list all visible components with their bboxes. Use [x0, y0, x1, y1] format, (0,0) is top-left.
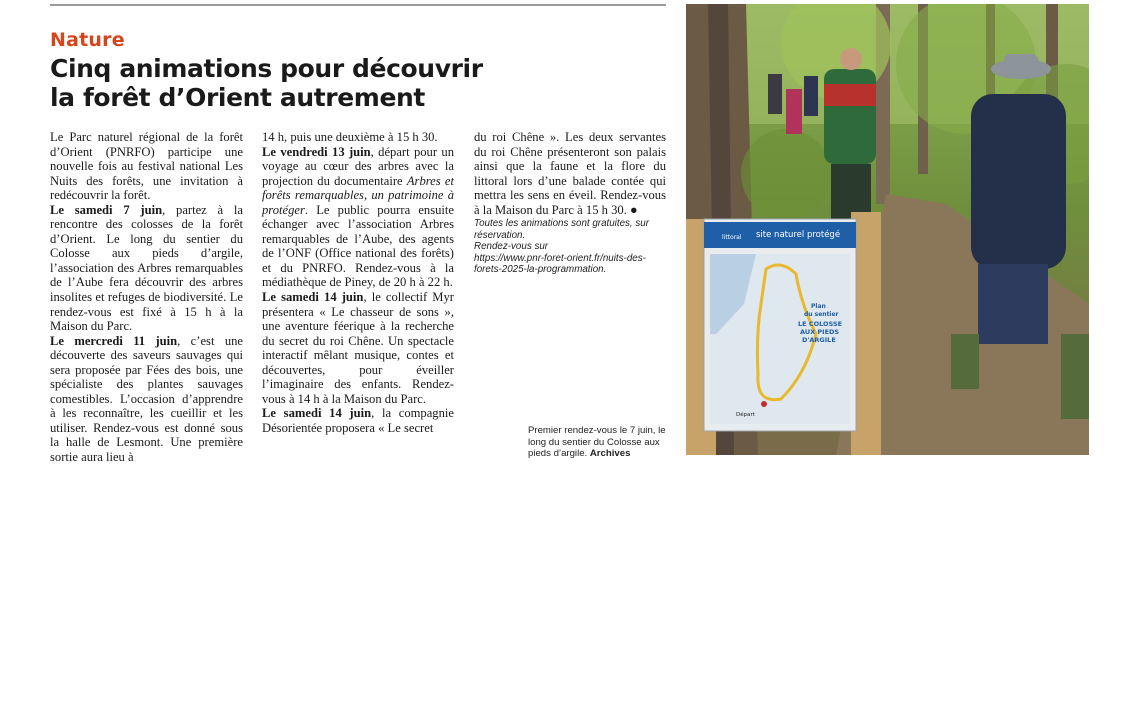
article-column-3	[474, 130, 666, 276]
event-paragraph	[262, 406, 454, 435]
article-photo	[686, 4, 1089, 455]
caption-text: Premier rendez-vous le 7 juin, le long du sentier du Colosse aux pieds d’argile.	[528, 425, 666, 460]
info-rdv: Rendez-vous sur	[474, 241, 549, 253]
event-text: , la compagnie Désorientée proposera « Le secret	[262, 406, 454, 435]
practical-info	[474, 218, 666, 276]
forest-trail-image	[686, 4, 1089, 455]
event-date: Le samedi 7 juin	[50, 202, 163, 217]
event-date: Le samedi 14 juin	[262, 406, 372, 421]
film-title: Arbres et forêts remarquables, un patrimoine à protéger	[262, 173, 454, 217]
top-rule	[50, 4, 666, 6]
article-headline	[50, 54, 520, 112]
sign-title-3: LE COLOSSE	[798, 320, 843, 328]
event-text: . Le public pourra ensuite échanger avec l’association Arbres remarquables de l’Aube, des agents de l’ONF (Office national des forêts) et du PNRFO. Rendez-vous à la médiathèque de Piney, de 20 h à 22 h.	[262, 202, 454, 290]
sign-title-4: AUX PIEDS	[800, 328, 840, 336]
sign-title-2: du sentier	[804, 311, 839, 318]
sign-title-1: Plan	[811, 303, 826, 310]
event-text: , c’est une découverte des saveurs sauvages qui sera proposée par Fées des bois, une spécialiste des plantes sauvages comestibles. L’occasion d’apprendre à les reconnaître, les cueillir et les utiliser. Rendez-vous est donné sous la halle de Lesmont. Une première sortie aura lieu à	[50, 333, 243, 465]
event-paragraph	[50, 334, 243, 465]
event-text: , partez à la rencontre des colosses de la forêt d’Orient. Le long du sentier du Colosse aux pieds d’argile, l’association des Arbres remarquables de l’Aube fera découvrir des arbres insolites et refuges de biodiversité. Le rendez-vous est fixé à 15 h à la Maison du Parc.	[50, 202, 243, 334]
caption-credit: Archives	[589, 448, 631, 460]
sign-title-5: D'ARGILE	[802, 336, 836, 344]
info-free: Toutes les animations sont gratuites, sur réservation.	[474, 218, 649, 241]
photo-caption	[528, 425, 678, 460]
continued-text	[474, 130, 666, 217]
headline-line-1: Cinq animations pour découvrir	[50, 54, 483, 83]
event-paragraph	[262, 145, 454, 290]
headline-line-2: la forêt d’Orient autrement	[50, 83, 425, 112]
section-rubric: Nature	[50, 29, 125, 51]
intro-paragraph: Le Parc naturel régional de la forêt d’Orient (PNRFO) participe une nouvelle fois au festival national Les Nuits des forêts, une invitation à redécouvrir la forêt.	[50, 130, 243, 203]
sign-brand: littoral	[722, 234, 742, 241]
sign-start-label: Départ	[736, 412, 755, 418]
info-url: https://www.pnr-foret-orient.fr/nuits-des-forets-2025-la-programmation.	[474, 252, 646, 276]
event-date: Le mercredi 11 juin	[50, 333, 178, 348]
event-paragraph	[50, 203, 243, 334]
article-column-2	[262, 130, 454, 435]
event-date: Le vendredi 13 juin	[262, 144, 371, 159]
sign-banner: site naturel protégé	[756, 230, 841, 240]
event-text: , le collectif Myr présentera « Le chasseur de sons », une aventure féerique à la recherche du secret du roi Chêne. Un spectacle interactif mêlant musique, contes et découvertes, pour éveiller l’imaginaire des enfants. Rendez-vous à 14 h à la Maison du Parc.	[262, 290, 454, 406]
event-paragraph	[262, 290, 454, 406]
continued-body: du roi Chêne ». Les deux servantes du roi Chêne présenteront son palais ainsi que la faune et la flore du littoral lors d’une balade contée qui mettra les sens en éveil. Rendez-vous à la Maison du Parc à 15 h 30.	[474, 130, 666, 217]
continued-text: 14 h, puis une deuxième à 15 h 30.	[262, 130, 438, 144]
event-text: , départ pour un voyage au cœur des arbres avec la projection du documentaire	[262, 144, 454, 188]
event-date: Le samedi 14 juin	[262, 290, 364, 305]
end-mark: ●	[630, 202, 638, 217]
article-column-1	[50, 130, 243, 465]
